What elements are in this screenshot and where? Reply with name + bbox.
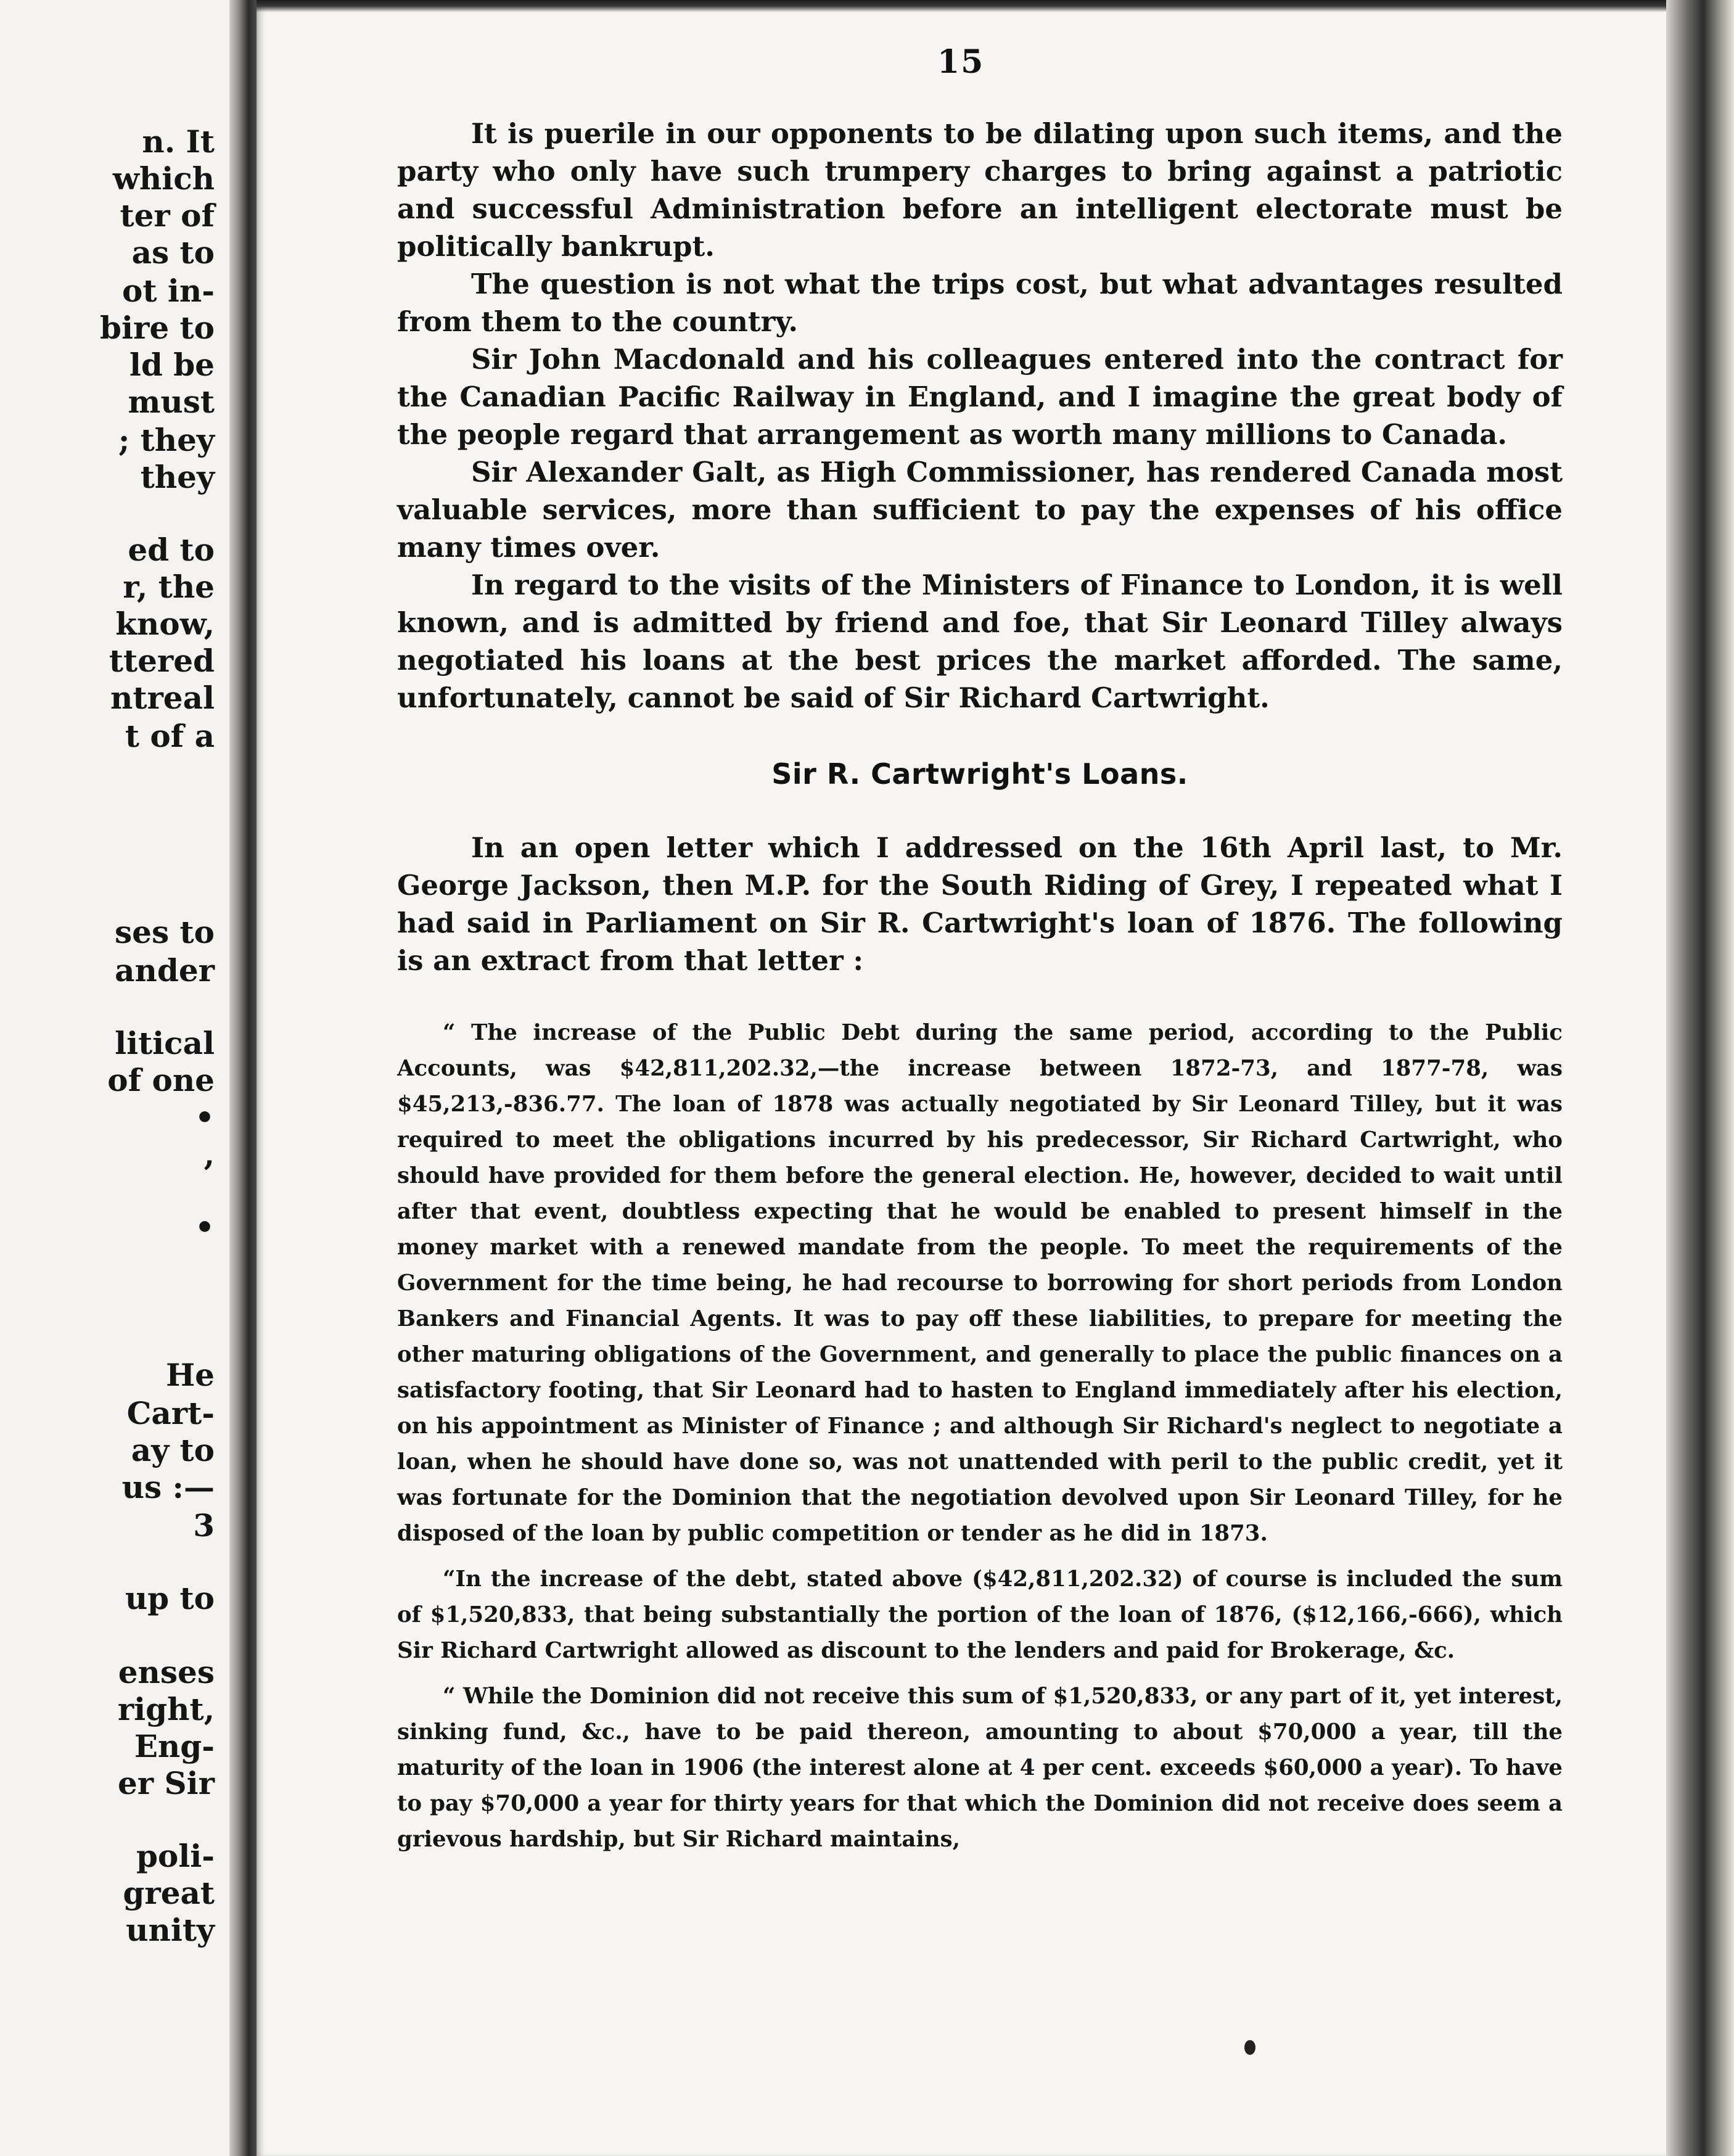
facing-page-line-fragment: which xyxy=(112,160,215,197)
facing-page-line-fragment: ld be xyxy=(129,347,215,383)
quote-paragraph: “In the increase of the debt, stated above ($42,811,202.32) of course is included the sum of $1,520,833, that being substantially the portion of the loan of 1876, ($12,166,-666), which Sir Richard Cartwright allowed as discount to the lenders and paid for Brokerage, &c. xyxy=(397,1566,1563,1663)
facing-page-line-fragment: right, xyxy=(117,1691,215,1727)
facing-page-line-fragment: of one xyxy=(107,1062,215,1098)
facing-page-line-fragment: Eng- xyxy=(134,1728,215,1764)
facing-page-line-fragment: know, xyxy=(115,606,215,642)
facing-page-line-fragment: ed to xyxy=(128,532,215,568)
facing-page-line-fragment: , xyxy=(203,1136,215,1172)
facing-page-line-fragment: r, the xyxy=(123,569,215,605)
facing-page-line-fragment: ses to xyxy=(115,914,215,950)
letter-extract xyxy=(397,1015,1563,1858)
quote-paragraph: “ The increase of the Public Debt during the same period, according to the Public Accounts, was $42,811,202.32,—the increase between 1872-73, and 1877-78, was $45,213,-836.77. The loan of 1878 was actually negotiated by Sir Leonard Tilley, but it was required to meet the obligations incurred by his predecessor, Sir Richard Cartwright, who should have provided for them before the general election. He, however, decided to wait until after that event, doubtless expecting that he would be enabled to present himself in the money market with a renewed mandate from the people. To meet the requirements of the Government for the time being, he had recourse to borrowing for short periods from London Bankers and Financial Agents. It was to pay off these liabilities, to prepare for meeting the other maturing obligations of the Government, and generally to place the public finances on a satisfactory footing, that Sir Leonard had to hasten to England immediately after his election, on his appointment as Minister of Finance ; and although Sir Richard's neglect to negotiate a loan, when he should have done so, was not unattended with peril to the public credit, yet it was fortunate for the Dominion that the negotiation devolved upon Sir Leonard Tilley, for he disposed of the loan by public competition or tender as he did in 1873. xyxy=(397,1020,1563,1546)
section-heading: Sir R. Cartwright's Loans. xyxy=(771,757,1188,791)
facing-page-line-fragment: unity xyxy=(126,1912,215,1948)
facing-page-line-fragment: 3 xyxy=(193,1507,215,1544)
facing-page-line-fragment: ntreal xyxy=(110,680,215,716)
facing-page-line-fragment: poli- xyxy=(136,1838,215,1874)
facing-page-line-fragment: litical xyxy=(115,1025,215,1061)
ink-speck xyxy=(1244,2040,1255,2055)
facing-page-line-fragment: enses xyxy=(118,1654,215,1690)
facing-page-line-fragment: Cart- xyxy=(126,1395,215,1431)
facing-page-line-fragment: as to xyxy=(131,234,215,271)
facing-page-line-fragment: up to xyxy=(125,1580,215,1616)
facing-page-line-fragment: ander xyxy=(115,952,215,989)
facing-page-line-fragment: they xyxy=(140,459,215,495)
facing-page-line-fragment: t of a xyxy=(125,718,215,754)
facing-page-line-fragment: He xyxy=(165,1357,215,1393)
book-gutter xyxy=(229,0,257,2156)
facing-page-line-fragment: ttered xyxy=(109,643,215,679)
page-right-edge xyxy=(1666,0,1734,2156)
page-top-edge xyxy=(257,0,1666,12)
facing-page-line-fragment: • xyxy=(195,1099,215,1135)
page-body xyxy=(397,115,1563,1867)
facing-page-line-fragment: • xyxy=(195,1209,215,1245)
intro-paragraph: In an open letter which I addressed on the 16th April last, to Mr. George Jackson, then M.P. for the South Riding of Grey, I repeated what I had said in Parliament on Sir R. Cartwright's loan of 1876. The following is an extract from that letter : xyxy=(397,831,1563,977)
facing-page-line-fragment: ay to xyxy=(131,1432,215,1468)
facing-page-line-fragment: must xyxy=(128,384,215,420)
paragraph: In regard to the visits of the Ministers of Finance to London, it is well known, and is admitted by friend and foe, that Sir Leonard Tilley always negotiated his loans at the best prices the market afforded. The same, unfortunately, cannot be said of Sir Richard Cartwright. xyxy=(397,569,1563,714)
facing-page-line-fragment: er Sir xyxy=(117,1765,215,1801)
page-number: 15 xyxy=(937,43,985,81)
paragraph: Sir Alexander Galt, as High Commissioner, has rendered Canada most valuable services, more than sufficient to pay the expenses of his office many times over. xyxy=(397,456,1563,564)
paragraph: The question is not what the trips cost, but what advantages resulted from them to the country. xyxy=(397,268,1563,338)
facing-page-line-fragment: n. It xyxy=(142,123,215,160)
facing-page-line-fragment: ter of xyxy=(120,197,215,234)
facing-page-line-fragment: bire to xyxy=(100,310,215,346)
facing-page-line-fragment: ; they xyxy=(118,422,215,458)
facing-page-fragment xyxy=(0,0,229,2156)
quote-paragraph: “ While the Dominion did not receive this sum of $1,520,833, or any part of it, yet interest, sinking fund, &c., have to be paid thereon, amounting to about $70,000 a year, till the maturity of the loan in 1906 (the interest alone at 4 per cent. exceeds $60,000 a year). To have to pay $70,000 a year for thirty years for that which the Dominion did not receive does seem a grievous hardship, but Sir Richard maintains, xyxy=(397,1684,1563,1852)
facing-page-line-fragment: us :— xyxy=(121,1469,215,1505)
facing-page-line-fragment: ot in- xyxy=(122,273,215,309)
paragraph: Sir John Macdonald and his colleagues entered into the contract for the Canadian Pacific Railway in England, and I imagine the great body of the people regard that arrangement as worth many millions to Canada. xyxy=(397,343,1563,451)
paragraph: It is puerile in our opponents to be dilating upon such items, and the party who only have such trumpery charges to bring against a patriotic and successful Administration before an intelligent electorate must be politically bankrupt. xyxy=(397,117,1563,263)
facing-page-line-fragment: great xyxy=(123,1875,215,1911)
